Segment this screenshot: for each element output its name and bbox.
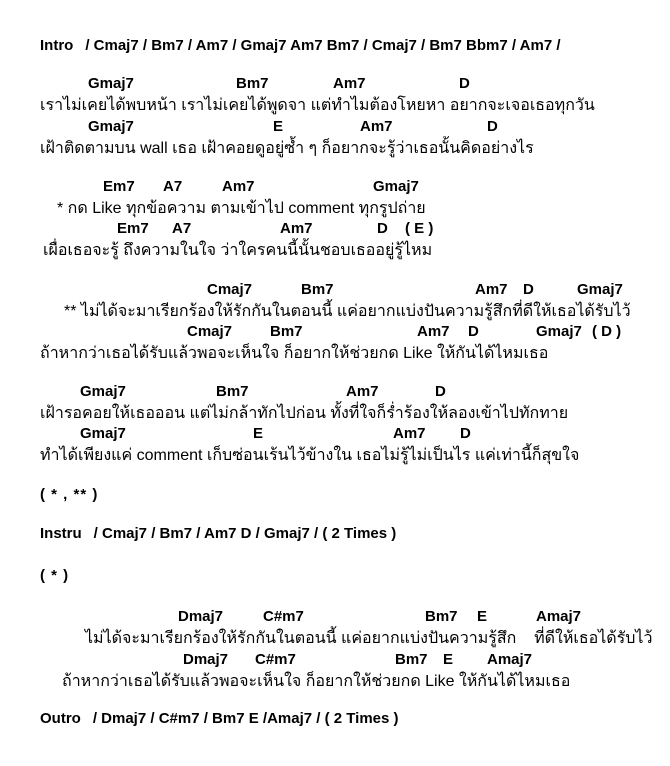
- chord: Dmaj7: [178, 608, 224, 625]
- verse2-lyric-1: เฝ้ารอคอยให้เธอออน แต่ไม่กล้าทักไปก่อน ทั้งที่ใจก็ร่ำร้องให้ลองเข้าไปทักทาย: [40, 405, 569, 422]
- chord: Am7: [360, 118, 393, 135]
- chord: Em7: [103, 178, 135, 195]
- chord: D: [460, 425, 471, 442]
- prechorus-lyric-1: * กด Like ทุกข้อความ ตามเข้าไป comment ทุกรูปถ่าย: [57, 200, 426, 217]
- chord: Am7: [333, 75, 366, 92]
- chord: Amaj7: [536, 608, 582, 625]
- chord: Gmaj7: [577, 281, 623, 298]
- chord: Gmaj7: [88, 75, 134, 92]
- section-label-outro: Outro: [40, 710, 81, 727]
- chord: Am7: [346, 383, 379, 400]
- chord: Em7: [117, 220, 149, 237]
- bridge-chord-line-1: [0, 608, 670, 628]
- chord: E: [273, 118, 284, 135]
- chord-optional: ( E ): [405, 220, 434, 237]
- chord: D: [377, 220, 388, 237]
- verse2-chord-line-1: [0, 383, 670, 403]
- chord: Gmaj7: [88, 118, 134, 135]
- chord: A7: [172, 220, 192, 237]
- verse1-lyric-1: เราไม่เคยได้พบหน้า เราไม่เคยได้พูดจา แต่ทำไมต้องโหยหา อยากจะเจอเธอทุกวัน: [40, 97, 595, 114]
- verse2-chord-line-2: [0, 425, 670, 445]
- chord: D: [468, 323, 479, 340]
- bridge-lyric-1: ไม่ได้จะมาเรียกร้องให้รักกันในตอนนี้ แค่อยากแบ่งปันความรู้สึก ที่ดีให้เธอได้รับไว้: [85, 630, 653, 647]
- chorus-chord-line-2: [0, 323, 670, 343]
- chorus-chord-line-1: [0, 281, 670, 301]
- chord: Cmaj7: [207, 281, 253, 298]
- chord: Bm7: [270, 323, 303, 340]
- prechorus-chord-line-2: [0, 220, 670, 240]
- chord: C#m7: [263, 608, 304, 625]
- verse1-chord-line-1: [0, 75, 670, 95]
- chord: D: [487, 118, 498, 135]
- chord: Bm7: [301, 281, 334, 298]
- chord: A7: [163, 178, 183, 195]
- section-label-instru: Instru: [40, 525, 82, 542]
- chord: Dmaj7: [183, 651, 229, 668]
- chorus-lyric-1: ** ไม่ได้จะมาเรียกร้องให้รักกันในตอนนี้ แค่อยากแบ่งปันความรู้สึกที่ดีให้เธอได้รับไว้: [64, 303, 631, 320]
- repeat-marks-2: ( * ): [40, 567, 70, 584]
- verse2-lyric-2: ทำได้เพียงแค่ comment เก็บซ่อนเร้นไว้ข้างใน เธอไม่รู้ไม่เป็นไร แค่เท่านี้ก็สุขใจ: [40, 447, 580, 464]
- chord: Bm7: [236, 75, 269, 92]
- instru-line: [40, 525, 396, 545]
- chord: Am7: [417, 323, 450, 340]
- chord: Gmaj7: [80, 383, 126, 400]
- chorus-lyric-2: ถ้าหากว่าเธอได้รับแล้วพอจะเห็นใจ ก็อยากให้ช่วยกด Like ให้กันได้ไหมเธอ: [40, 345, 549, 362]
- chord: Am7: [475, 281, 508, 298]
- prechorus-lyric-2: เผื่อเธอจะรู้ ถึงความในใจ ว่าใครคนนี้นั้นชอบเธออยู่รู้ไหม: [43, 242, 433, 259]
- chord: E: [443, 651, 454, 668]
- section-label-intro: Intro: [40, 37, 74, 54]
- chord: E: [477, 608, 488, 625]
- chord: Cmaj7: [187, 323, 233, 340]
- chord: Bm7: [395, 651, 428, 668]
- instru-chord-progression: / Cmaj7 / Bm7 / Am7 D / Gmaj7 / ( 2 Times ): [93, 525, 397, 542]
- outro-line: [40, 710, 399, 730]
- repeat-marks-1: ( * , ** ): [40, 486, 99, 503]
- chord: D: [435, 383, 446, 400]
- intro-chord-progression: / Cmaj7 / Bm7 / Am7 / Gmaj7 Am7 Bm7 / Cmaj7 / Bm7 Bbm7 / Am7 /: [85, 37, 561, 54]
- chord: D: [523, 281, 534, 298]
- chord: Bm7: [425, 608, 458, 625]
- outro-chord-progression: / Dmaj7 / C#m7 / Bm7 E /Amaj7 / ( 2 Times ): [92, 710, 399, 727]
- verse1-chord-line-2: [0, 118, 670, 138]
- chord-optional: ( D ): [592, 323, 622, 340]
- bridge-chord-line-2: [0, 651, 670, 671]
- chord: Amaj7: [487, 651, 533, 668]
- chord: C#m7: [255, 651, 296, 668]
- chord: D: [459, 75, 470, 92]
- bridge-lyric-2: ถ้าหากว่าเธอได้รับแล้วพอจะเห็นใจ ก็อยากให้ช่วยกด Like ให้กันได้ไหมเธอ: [62, 673, 571, 690]
- chord: Bm7: [216, 383, 249, 400]
- chord: Am7: [280, 220, 313, 237]
- chord: Am7: [393, 425, 426, 442]
- chord: E: [253, 425, 264, 442]
- chord: Gmaj7: [536, 323, 582, 340]
- verse1-lyric-2: เฝ้าติดตามบน wall เธอ เฝ้าคอยดูอยู่ซ้ำ ๆ ก็อยากจะรู้ว่าเธอนั้นคิดอย่างไร: [40, 140, 534, 157]
- intro-line: [40, 37, 561, 57]
- chord: Gmaj7: [373, 178, 419, 195]
- chord: Am7: [222, 178, 255, 195]
- chord: Gmaj7: [80, 425, 126, 442]
- prechorus-chord-line-1: [0, 178, 670, 198]
